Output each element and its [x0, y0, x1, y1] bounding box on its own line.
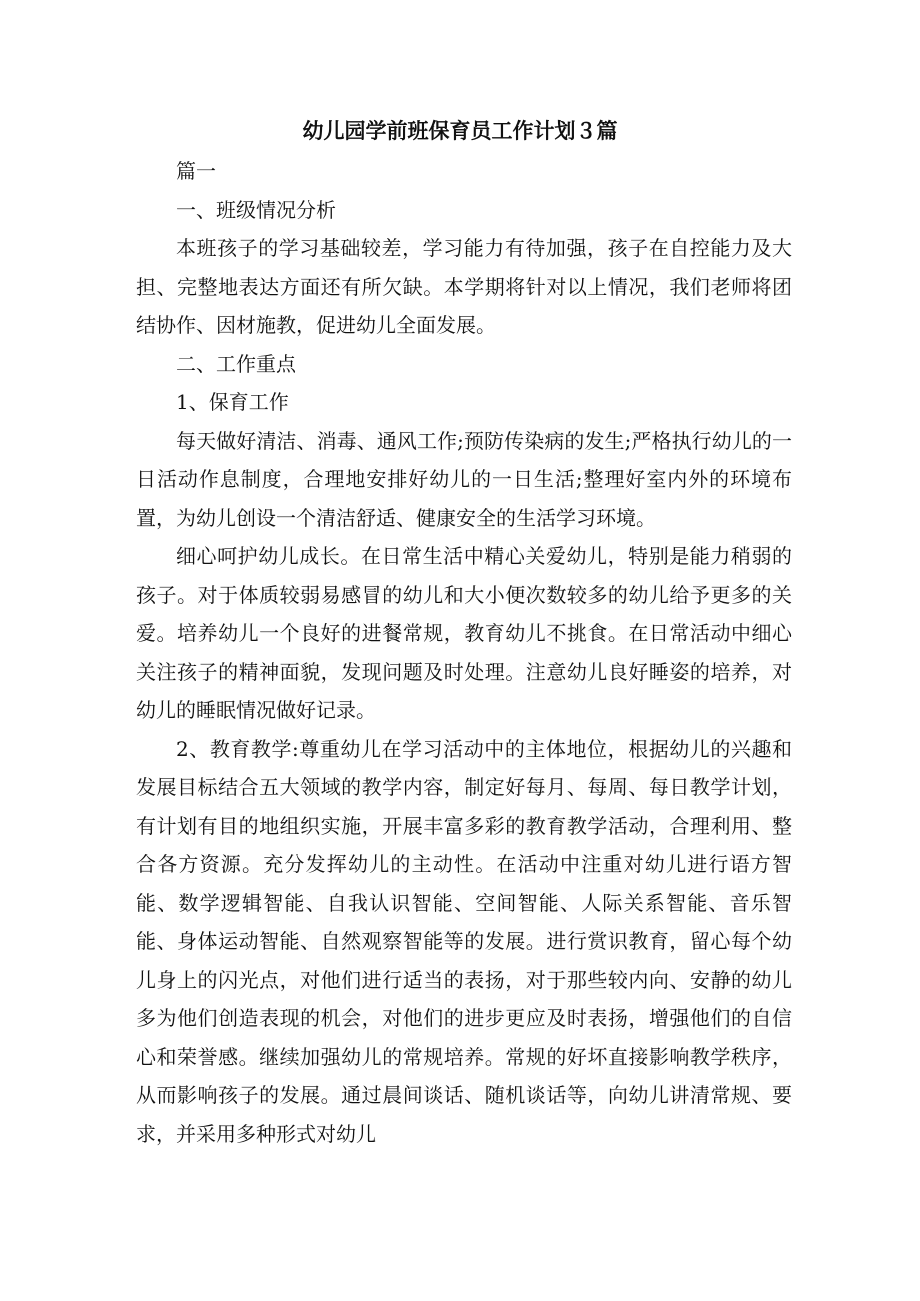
paragraph-daily-care: 每天做好清洁、消毒、通风工作;预防传染病的发生;严格执行幼儿的一日活动作息制度，合理地安排好幼儿的一日生活;整理好室内外的环境布置，为幼儿创设一个清洁舒适、健康安全的生活学习环境。	[136, 428, 792, 530]
subsection-heading-care-work: 1、保育工作	[176, 390, 289, 414]
section-heading-class-analysis: 一、班级情况分析	[176, 197, 336, 222]
document-title: 幼儿园学前班保育员工作计划３篇	[302, 118, 618, 143]
paragraph-education-teaching: 2、教育教学:尊重幼儿在学习活动中的主体地位，根据幼儿的兴趣和发展目标结合五大领域的教学内容，制定好每月、每周、每日教学计划，有计划有目的地组织实施，开展丰富多彩的教育教学活动，合理利用、整合各方资源。充分发挥幼儿的主动性。在活动中注重对幼儿进行语方智能、数学逻辑智能、自我认识智能、空间智能、人际关系智能、音乐智能、身体运动智能、自然观察智能等的发展。进行赏识教育，留心每个幼儿身上的闪光点，对他们进行适当的表扬，对于那些较内向、安静的幼儿多为他们创造表现的机会，对他们的进步更应及时表扬，增强他们的自信心和荣誉感。继续加强幼儿的常规培养。常规的好坏直接影响教学秩序，从而影响孩子的发展。通过晨间谈话、随机谈话等，向幼儿讲清常规、要求，并采用多种形式对幼儿	[136, 736, 792, 1146]
paragraph-class-analysis: 本班孩子的学习基础较差，学习能力有待加强，孩子在自控能力及大担、完整地表达方面还有所欠缺。本学期将针对以上情况，我们老师将团结协作、因材施教，促进幼儿全面发展。	[136, 236, 792, 337]
paragraph-child-care: 细心呵护幼儿成长。在日常生活中精心关爱幼儿，特别是能力稍弱的孩子。对于体质较弱易感冒的幼儿和大小便次数较多的幼儿给予更多的关爱。培养幼儿一个良好的进餐常规，教育幼儿不挑食。在日常活动中细心关注孩子的精神面貌，发现问题及时处理。注意幼儿良好睡姿的培养，对幼儿的睡眠情况做好记录。	[136, 544, 792, 722]
paragraph-part-one-heading: 篇一	[176, 159, 216, 183]
section-heading-work-focus: 二、工作重点	[176, 351, 296, 376]
document-body	[136, 152, 792, 1153]
